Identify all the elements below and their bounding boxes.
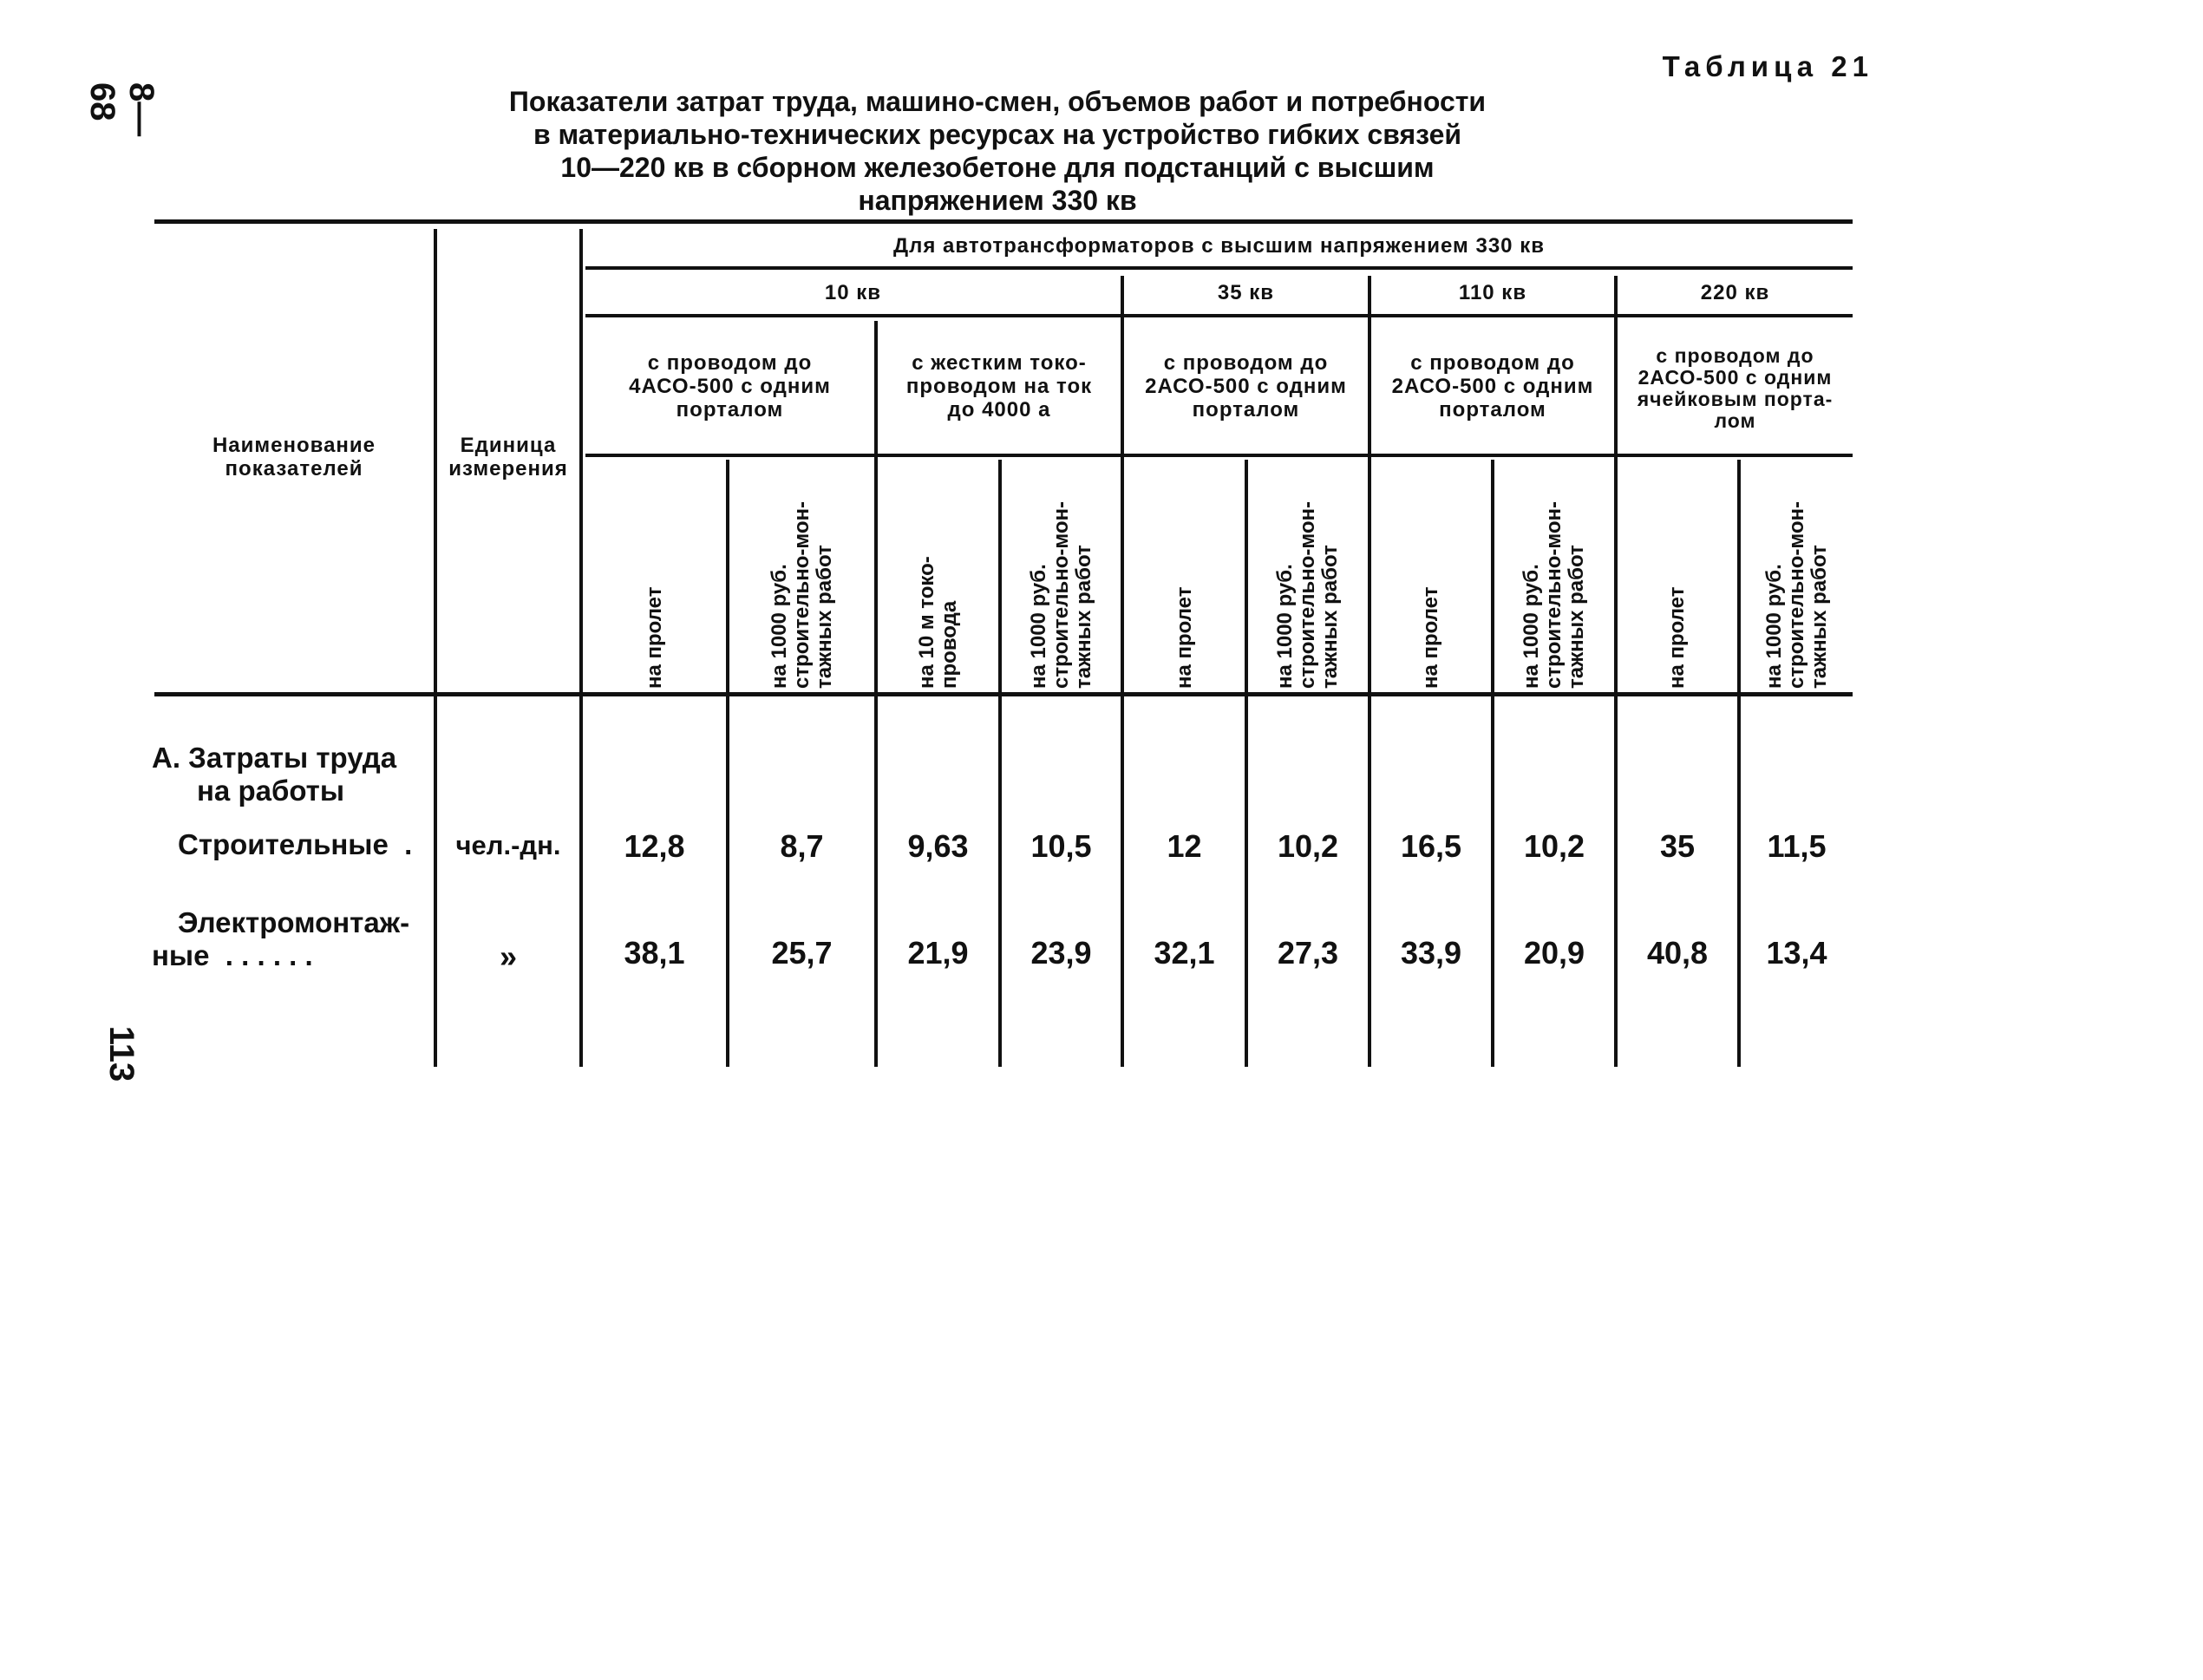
- column-header-line: строительно-мон-: [1542, 500, 1566, 689]
- table-cell: 33,9: [1400, 935, 1462, 971]
- header-voltage-110: 110 кв: [1458, 281, 1527, 304]
- header-unit: Единица измерения: [448, 434, 568, 480]
- table-number: Таблица 21: [1662, 50, 1873, 82]
- column-header: [891, 463, 986, 689]
- column-header-line: строительно-мон-: [789, 500, 814, 689]
- table-cell: 16,5: [1400, 828, 1462, 864]
- table-cell: 38,1: [624, 935, 685, 971]
- column-header-line: на 1000 руб.: [1026, 564, 1050, 689]
- header-voltage-35: 35 кв: [1217, 281, 1275, 304]
- table-cell: 20,9: [1523, 935, 1585, 971]
- header-subgroup: с жестким токо- проводом на ток до 4000 а: [905, 351, 1093, 422]
- column-header-line: на 1000 руб.: [1520, 564, 1543, 689]
- col-divider-c8: [1491, 460, 1494, 1067]
- margin-page-code: 8—68: [83, 82, 160, 137]
- header-subgroup: с проводом до 4АСО-500 с одним порталом: [629, 351, 831, 422]
- header-bottom-rule: [154, 692, 1853, 696]
- table-cell: 11,5: [1767, 828, 1827, 864]
- column-header: [1630, 463, 1725, 689]
- column-header-line: тажных работ: [1318, 545, 1342, 689]
- table-cell: 32,1: [1154, 935, 1215, 971]
- table-cell: 25,7: [771, 935, 833, 971]
- section-heading: А. Затраты труда на работы: [152, 742, 397, 807]
- margin-page-number: 113: [102, 1025, 141, 1082]
- col-divider-c10: [1737, 460, 1741, 1067]
- table-cell: 23,9: [1030, 935, 1092, 971]
- header-subgroup: с проводом до 2АСО-500 с одним порталом: [1145, 351, 1347, 422]
- column-header: [1507, 463, 1602, 689]
- row-unit: чел.-дн.: [455, 830, 561, 860]
- column-header-line: строительно-мон-: [1784, 500, 1808, 689]
- table-cell: 35: [1659, 828, 1696, 864]
- subgroup-rule: [585, 454, 1853, 457]
- column-header-line: тажных работ: [1807, 545, 1831, 689]
- table-cell: 27,3: [1277, 935, 1339, 971]
- column-header-line: на пролет: [642, 586, 666, 689]
- column-header: [755, 463, 850, 689]
- column-header-line: тажных работ: [812, 545, 836, 689]
- column-header: [1383, 463, 1479, 689]
- table-cell: 10,5: [1030, 828, 1092, 864]
- table-cell: 9,63: [907, 828, 969, 864]
- table-cell: 40,8: [1646, 935, 1709, 971]
- col-divider-c4: [998, 460, 1002, 1067]
- column-header-line: на пролет: [1172, 586, 1196, 689]
- table-title: Показатели затрат труда, машино-смен, объемов работ и потребности в материально-технических ресурсах на устройство гибких связей 10—220 кв в сборном железобетоне для подстанций с высшим напряжением 330 кв: [508, 86, 1487, 216]
- column-header-line: провода: [937, 600, 961, 689]
- column-header-line: строительно-мон-: [1049, 500, 1073, 689]
- header-subgroup: с проводом до 2АСО-500 с одним ячейковым порта- лом: [1637, 344, 1834, 432]
- table-top-rule: [154, 219, 1853, 224]
- column-header-line: тажных работ: [1071, 545, 1095, 689]
- column-header: [607, 463, 703, 689]
- table-cell: 8,7: [780, 828, 824, 864]
- header-group: Для автотрансформаторов с высшим напряжением 330 кв: [893, 234, 1545, 258]
- column-header-line: на 1000 руб.: [1762, 564, 1786, 689]
- table-cell: 10,2: [1523, 828, 1585, 864]
- column-header: [1260, 463, 1356, 689]
- column-header-line: строительно-мон-: [1296, 500, 1319, 689]
- column-header-line: тажных работ: [1565, 545, 1588, 689]
- table-cell: 21,9: [907, 935, 969, 971]
- column-header: [1137, 463, 1232, 689]
- voltage-rule: [585, 314, 1853, 317]
- column-header: [1749, 463, 1845, 689]
- column-header-line: на пролет: [1665, 586, 1689, 689]
- column-header-line: на пролет: [1419, 586, 1442, 689]
- col-divider-c6: [1245, 460, 1248, 1067]
- header-subgroup: с проводом до 2АСО-500 с одним порталом: [1391, 351, 1594, 422]
- column-header-line: на 1000 руб.: [1273, 564, 1297, 689]
- column-header-line: на 1000 руб.: [767, 564, 791, 689]
- row-label: Строительные .: [178, 828, 413, 860]
- row-unit: »: [499, 938, 518, 974]
- column-header-line: на 10 м токо-: [914, 556, 938, 689]
- group-rule: [585, 266, 1853, 270]
- row-label: Электромонтаж- ные . . . . . .: [152, 906, 410, 971]
- table-cell: 12: [1167, 828, 1202, 864]
- header-voltage-10: 10 кв: [824, 281, 882, 304]
- col-divider-c2: [726, 460, 729, 1067]
- table-cell: 13,4: [1766, 935, 1827, 971]
- table-cell: 10,2: [1277, 828, 1339, 864]
- column-header: [1014, 463, 1109, 689]
- header-indicator: Наименование показателей: [212, 434, 376, 480]
- header-voltage-220: 220 кв: [1700, 281, 1770, 304]
- table-cell: 12,8: [624, 828, 685, 864]
